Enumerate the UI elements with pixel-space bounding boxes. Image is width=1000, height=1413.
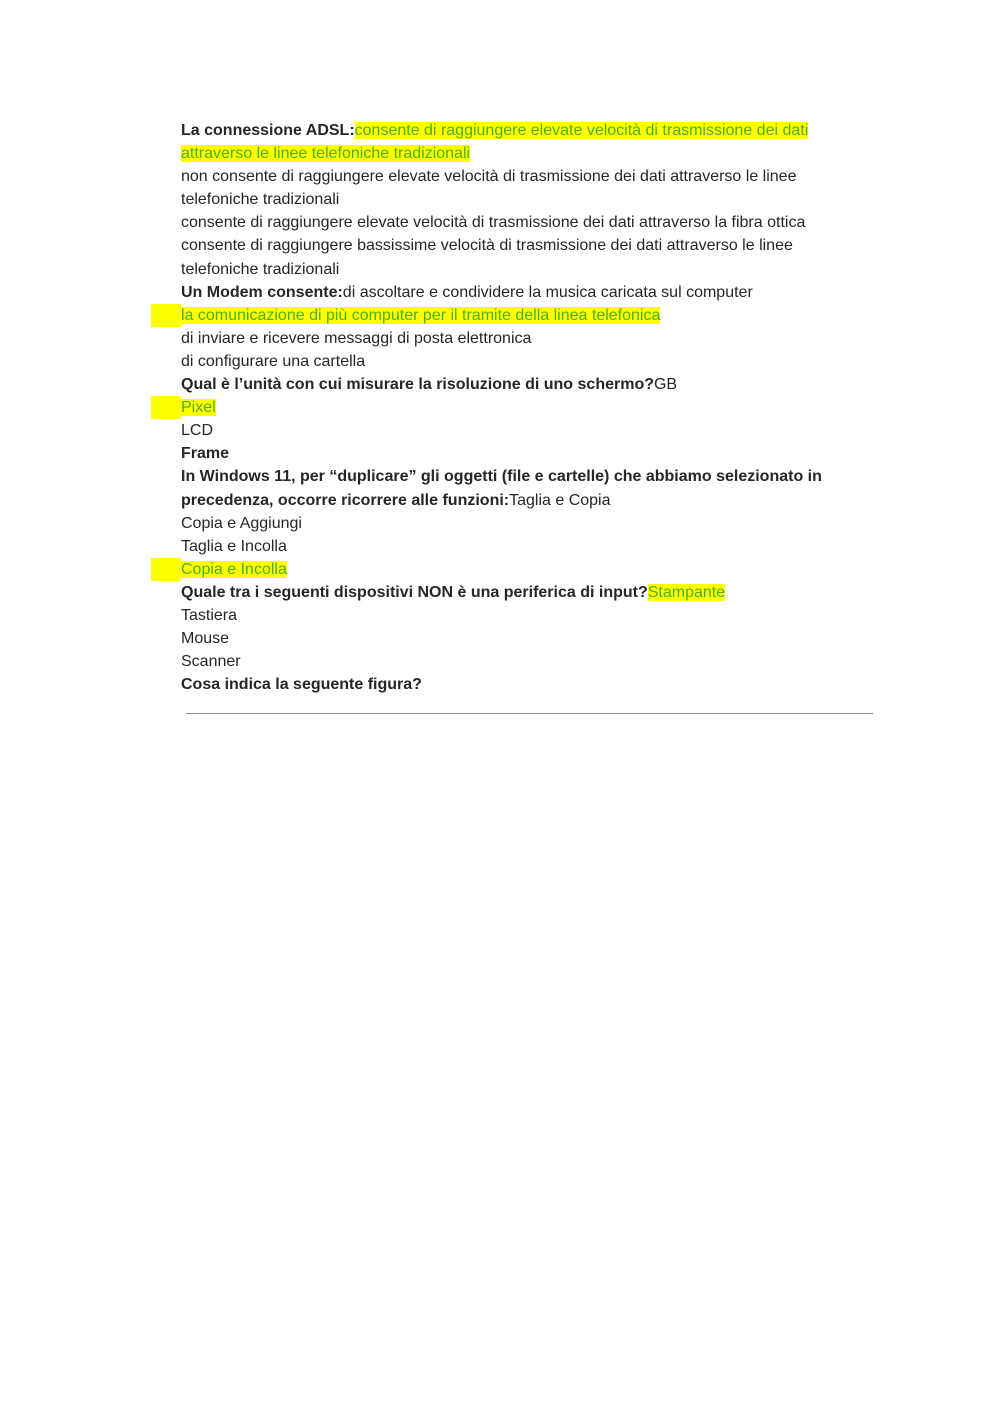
question-2-answer-1: di ascoltare e condividere la musica caricata sul computer — [342, 283, 753, 301]
horizontal-divider — [186, 713, 873, 714]
question-1-line — [181, 119, 861, 165]
question-2-answer-3: di inviare e ricevere messaggi di posta elettronica — [181, 329, 532, 347]
highlight-marker — [151, 558, 181, 581]
question-5-text: Quale tra i seguenti dispositivi NON è una periferica di input? — [181, 583, 648, 601]
question-5-answer-2: Tastiera — [181, 606, 238, 624]
question-4-answer-3: Taglia e Incolla — [181, 537, 287, 555]
question-5-answer-4: Scanner — [181, 653, 241, 671]
question-3-text: Qual è l’unità con cui misurare la risoluzione di uno schermo? — [181, 376, 654, 394]
question-4-answer-2: Copia e Aggiungi — [181, 514, 302, 532]
question-2-answer-2-highlighted: la comunicazione di più computer per il tramite della linea telefonica — [181, 306, 661, 324]
question-1-answer-2: non consente di raggiungere elevate velocità di trasmissione dei dati attraverso le linee telefoniche tradizionali — [181, 168, 797, 209]
question-4-answer-1: Taglia e Copia — [509, 491, 611, 509]
document-body — [181, 119, 861, 696]
highlight-marker — [151, 396, 181, 419]
question-2-line — [181, 281, 861, 304]
question-2-text: Un Modem consente: — [181, 283, 343, 301]
question-3-line — [181, 373, 861, 396]
question-5-answer-3: Mouse — [181, 630, 230, 648]
question-1-answer-1-highlighted: consente di raggiungere elevate velocità di trasmissione dei dati attraverso le linee telefoniche tradizionali — [181, 122, 809, 163]
question-1-answer-3: consente di raggiungere elevate velocità di trasmissione dei dati attraverso la fibra ottica — [181, 214, 806, 232]
question-1-answer-4: consente di raggiungere bassissime velocità di trasmissione dei dati attraverso le linee telefoniche tradizionali — [181, 237, 793, 278]
question-3-answer-2-highlighted: Pixel — [181, 399, 216, 417]
question-5-line — [181, 581, 861, 604]
question-4-answer-4-highlighted: Copia e Incolla — [181, 560, 287, 578]
question-3-answer-2-line — [181, 396, 861, 419]
question-3-answer-4: Frame — [181, 445, 230, 463]
question-6-text: Cosa indica la seguente figura? — [181, 676, 422, 694]
question-4-text: In Windows 11, per “duplicare” gli oggetti (file e cartelle) che abbiamo selezionato in precedenza, occorre ricorrere alle funzioni: — [181, 468, 822, 509]
highlight-marker — [151, 304, 181, 327]
question-5-answer-1-highlighted: Stampante — [647, 583, 726, 601]
question-4-line — [181, 465, 861, 511]
question-3-answer-3: LCD — [181, 422, 214, 440]
question-2-answer-4: di configurare una cartella — [181, 352, 366, 370]
question-1-text: La connessione ADSL: — [181, 122, 355, 139]
question-4-answer-4-line — [181, 558, 861, 581]
question-3-answer-1: GB — [653, 376, 678, 394]
question-2-answer-2-line — [181, 304, 861, 327]
